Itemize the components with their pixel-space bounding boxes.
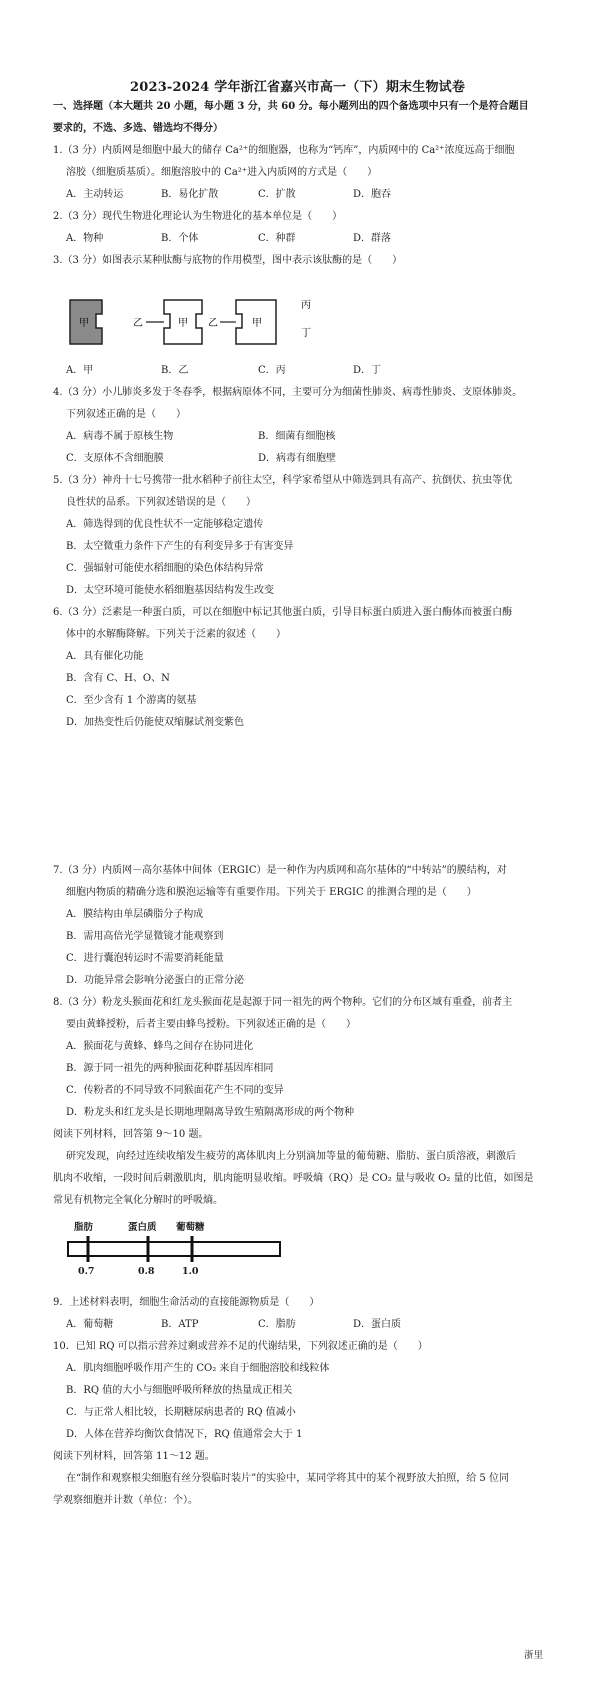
q10-option-c[interactable]: C．与正常人相比较，长期糖尿病患者的 RQ 值减小 (66, 1407, 296, 1418)
q3-option-c[interactable]: C．丙 (258, 365, 286, 376)
q4-stem-line2: 下列叙述正确的是（ ） (66, 409, 186, 420)
q4-option-a[interactable]: A．病毒不属于原核生物 (66, 431, 174, 442)
q8-option-b[interactable]: B．源于同一祖先的两种猴面花种群基因库相同 (66, 1063, 274, 1074)
q7-stem-line1: 7.（3 分）内质网－高尔基体中间体（ERGIC）是一种作为内质网和高尔基体的“中转站”的膜结构，对 (53, 865, 507, 876)
q10-option-d[interactable]: D．人体在营养均衡饮食情况下，RQ 值通常会大于 1 (66, 1429, 303, 1440)
q9-option-a[interactable]: A．葡萄糖 (66, 1319, 114, 1330)
q6-option-a[interactable]: A．具有催化功能 (66, 651, 144, 662)
fig-label-jia-3: 甲 (252, 318, 262, 329)
q4-option-c[interactable]: C．支原体不含细胞膜 (66, 453, 164, 464)
rq-value-glucose: 1.0 (182, 1266, 199, 1277)
fig-label-jia-2: 甲 (178, 318, 188, 329)
q10-stem: 10．已知 RQ 可以指示营养过剩或营养不足的代谢结果，下列叙述正确的是（ ） (53, 1341, 428, 1352)
page-footer: 浙里 (523, 1650, 543, 1661)
q1-option-a[interactable]: A．主动转运 (66, 189, 124, 200)
q7-option-b[interactable]: B．需用高倍光学显微镜才能观察到 (66, 931, 224, 942)
q1-option-c[interactable]: C．扩散 (258, 189, 296, 200)
q7-stem-line2: 细胞内物质的精确分选和膜泡运输等有重要作用。下列关于 ERGIC 的推测合理的是（ ） (66, 887, 477, 898)
fig-label-jia-1: 甲 (79, 318, 89, 329)
reading1-line2: 肌肉不收缩，一段时间后刺激肌肉，肌肉能明显收缩。呼吸熵（RQ）是 CO₂ 量与吸收 O₂ 量的比值，如图是 (53, 1173, 534, 1184)
reading1-line3: 常见有机物完全氧化分解时的呼吸熵。 (53, 1195, 223, 1206)
q2-option-a[interactable]: A．物种 (66, 233, 104, 244)
enzyme-model-figure (66, 292, 346, 352)
fig-label-yi-2: 乙 (208, 318, 218, 329)
q8-stem-line2: 要由黄蜂授粉，后者主要由蜂鸟授粉。下列叙述正确的是（ ） (66, 1019, 356, 1030)
q3-option-d[interactable]: D．丁 (353, 365, 382, 376)
q3-option-b[interactable]: B．乙 (161, 365, 189, 376)
q9-option-d[interactable]: D．蛋白质 (353, 1319, 402, 1330)
q4-stem-line1: 4.（3 分）小儿肺炎多发于冬春季，根据病原体不同，主要可分为细菌性肺炎、病毒性肺炎、支原体肺炎。 (53, 387, 523, 398)
fig-label-ding: 丁 (301, 328, 311, 339)
rq-label-protein: 蛋白质 (128, 1222, 157, 1233)
q5-option-b[interactable]: B．太空微重力条件下产生的有利变异多于有害变异 (66, 541, 294, 552)
q10-option-b[interactable]: B．RQ 值的大小与细胞呼吸所释放的热量成正相关 (66, 1385, 293, 1396)
reading2-line1: 在“制作和观察根尖细胞有丝分裂临时装片”的实验中，某同学将其中的某个视野放大拍照，给 5 位同 (66, 1473, 509, 1484)
fig-label-yi-1: 乙 (133, 318, 143, 329)
q9-option-c[interactable]: C．脂肪 (258, 1319, 296, 1330)
reading1-line1: 研究发现，向经过连续收缩发生疲劳的离体肌肉上分别滴加等量的葡萄糖、脂肪、蛋白质溶液，刺激后 (66, 1151, 516, 1162)
section-heading-line2: 要求的，不选、多选、错选均不得分） (53, 123, 223, 134)
q8-stem-line1: 8.（3 分）粉龙头猴面花和红龙头猴面花是起源于同一祖先的两个物种。它们的分布区域有重叠，前者主 (53, 997, 513, 1008)
enzyme-model-svg (66, 292, 346, 352)
q8-option-a[interactable]: A．猴面花与黄蜂、蜂鸟之间存在协同进化 (66, 1041, 254, 1052)
q7-option-d[interactable]: D．功能异常会影响分泌蛋白的正常分泌 (66, 975, 245, 986)
q1-stem-line2: 溶胶（细胞质基质）。细胞溶胶中的 Ca²⁺进入内质网的方式是（ ） (66, 167, 378, 178)
reading1-intro: 阅读下列材料，回答第 9～10 题。 (53, 1129, 209, 1140)
q5-option-a[interactable]: A．筛选得到的优良性状不一定能够稳定遗传 (66, 519, 264, 530)
q5-stem-line1: 5.（3 分）神舟十七号携带一批水稻种子前往太空，科学家希望从中筛选到具有高产、抗倒伏、抗虫等优 (53, 475, 513, 486)
q1-option-b[interactable]: B．易化扩散 (161, 189, 219, 200)
q4-option-d[interactable]: D．病毒有细胞壁 (258, 453, 337, 464)
q3-option-a[interactable]: A．甲 (66, 365, 94, 376)
fig-label-bing: 丙 (301, 300, 311, 311)
rq-label-fat: 脂肪 (74, 1222, 94, 1233)
rq-scale-figure (66, 1222, 296, 1284)
q5-stem-line2: 良性状的品系。下列叙述错误的是（ ） (66, 497, 256, 508)
q8-option-d[interactable]: D．粉龙头和红龙头是长期地理隔离导致生殖隔离形成的两个物种 (66, 1107, 355, 1118)
q2-option-c[interactable]: C．种群 (258, 233, 296, 244)
q9-stem: 9．上述材料表明，细胞生命活动的直接能源物质是（ ） (53, 1297, 320, 1308)
q6-option-b[interactable]: B．含有 C、H、O、N (66, 673, 170, 684)
q7-option-a[interactable]: A．膜结构由单层磷脂分子构成 (66, 909, 204, 920)
q1-stem-line1: 1.（3 分）内质网是细胞中最大的储存 Ca²⁺的细胞器，也称为“钙库”，内质网中的 Ca²⁺浓度远高于细胞 (53, 145, 515, 156)
section-heading-line1: 一、选择题（本大题共 20 小题，每小题 3 分，共 60 分。每小题列出的四个备选项中只有一个是符合题目 (53, 101, 529, 112)
q7-option-c[interactable]: C．进行囊泡转运时不需要消耗能量 (66, 953, 224, 964)
q6-option-d[interactable]: D．加热变性后仍能使双缩脲试剂变紫色 (66, 717, 245, 728)
q9-option-b[interactable]: B．ATP (161, 1319, 199, 1330)
reading2-intro: 阅读下列材料，回答第 11～12 题。 (53, 1451, 215, 1462)
q2-option-b[interactable]: B．个体 (161, 233, 199, 244)
q10-option-a[interactable]: A．肌肉细胞呼吸作用产生的 CO₂ 来自于细胞溶胶和线粒体 (66, 1363, 330, 1374)
q6-stem-line2: 体中的水解酶降解。下列关于泛素的叙述（ ） (66, 629, 286, 640)
q1-option-d[interactable]: D．胞吞 (353, 189, 392, 200)
q4-option-b[interactable]: B．细菌有细胞核 (258, 431, 336, 442)
exam-title: 2023-2024 学年浙江省嘉兴市高一（下）期末生物试卷 (129, 80, 466, 95)
reading2-line2: 学观察细胞并计数（单位：个）。 (53, 1495, 198, 1506)
rq-value-protein: 0.8 (138, 1266, 155, 1277)
rq-value-fat: 0.7 (78, 1266, 95, 1277)
q8-option-c[interactable]: C．传粉者的不同导致不同猴面花产生不同的变异 (66, 1085, 284, 1096)
q5-option-d[interactable]: D．太空环境可能使水稻细胞基因结构发生改变 (66, 585, 275, 596)
q6-stem-line1: 6.（3 分）泛素是一种蛋白质，可以在细胞中标记其他蛋白质，引导目标蛋白质进入蛋白酶体而被蛋白酶 (53, 607, 513, 618)
q3-stem: 3.（3 分）如图表示某种肽酶与底物的作用模型，图中表示该肽酶的是（ ） (53, 255, 403, 266)
q6-option-c[interactable]: C．至少含有 1 个游离的氨基 (66, 695, 197, 706)
q2-stem: 2.（3 分）现代生物进化理论认为生物进化的基本单位是（ ） (53, 211, 343, 222)
rq-scale-bar (68, 1242, 280, 1256)
q2-option-d[interactable]: D．群落 (353, 233, 392, 244)
rq-label-glucose: 葡萄糖 (176, 1222, 205, 1233)
q5-option-c[interactable]: C．强辐射可能使水稻细胞的染色体结构异常 (66, 563, 264, 574)
